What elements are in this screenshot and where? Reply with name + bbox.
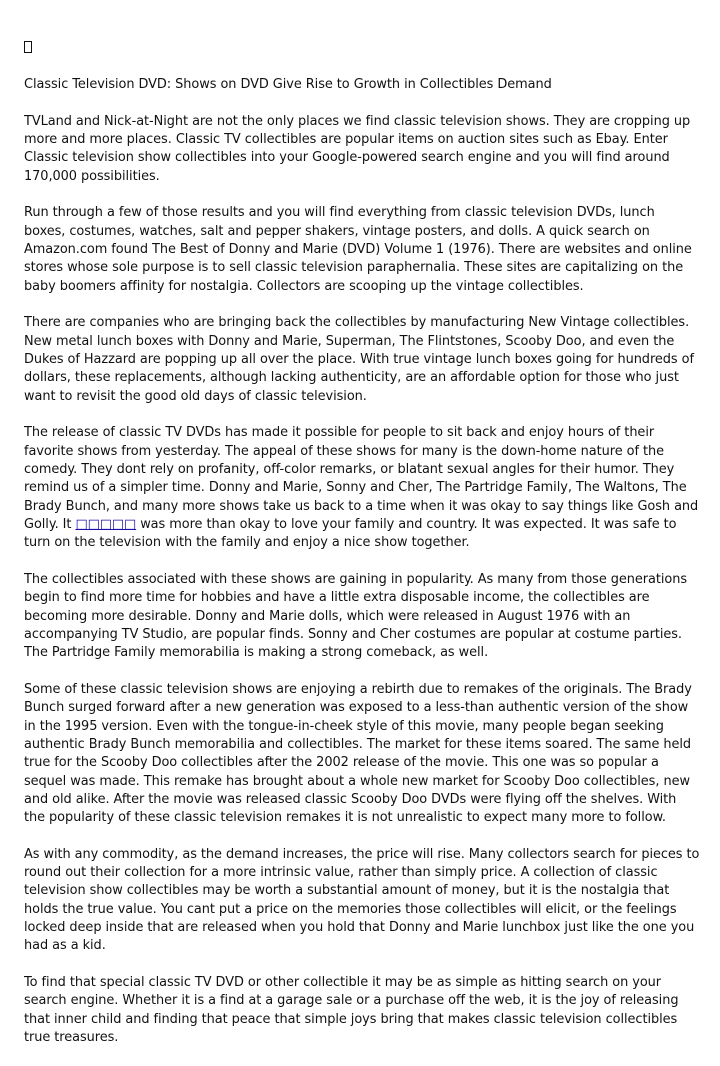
paragraph-4-text-after: was more than okay to love your family and country. It was expected. It was safe to turn on the television with the family and enjoy a nice show together. — [24, 516, 677, 551]
inline-link[interactable]: □□□□□ — [75, 516, 137, 532]
paragraph-4 — [24, 424, 700, 552]
missing-glyph-icon — [24, 40, 700, 58]
paragraph-5: The collectibles associated with these shows are gaining in popularity. As many from those generations begin to find more time for hobbies and have a little extra disposable income, the collectibles are becoming more desirable. Donny and Marie dolls, which were released in August 1976 with an accompanying TV Studio, are popular finds. Sonny and Cher costumes are popular at costume parties. The Partridge Family memorabilia is making a strong comeback, as well. — [24, 572, 688, 661]
paragraph-4-text-before: The release of classic TV DVDs has made it possible for people to sit back and enjoy hours of their favorite shows from yesterday. The appeal of these shows for many is the down-home nature of the comedy. They dont rely on profanity, off-color remarks, or blatant sexual angles for their humor. They remind us of a simpler time. Donny and Marie, Sonny and Cher, The Partridge Family, The Waltons, The Brady Bunch, and many more shows take us back to a time when it was okay to say things like Gosh and Golly. It — [24, 425, 699, 532]
paragraph-1: TVLand and Nick-at-Night are not the only places we find classic television shows. They are cropping up more and more places. Classic TV collectibles are popular items on auction sites such as Ebay. Enter Classic television show collectibles into your Google-powered search engine and you will find around 170,000 possibilities. — [24, 113, 691, 184]
paragraph-3: There are companies who are bringing back the collectibles by manufacturing New Vintage collectibles. New metal lunch boxes with Donny and Marie, Superman, The Flintstones, Scooby Doo, and even the Dukes of Hazzard are popping up all over the place. With true vintage lunch boxes going for hundreds of dollars, these replacements, although lacking authenticity, are an affordable option for those who just want to revisit the good old days of classic television. — [24, 315, 694, 404]
paragraph-8: To find that special classic TV DVD or other collectible it may be as simple as hitting search on your search engine. Whether it is a find at a garage sale or a purchase off the web, it is the joy of releasing that inner child and finding that peace that simple joys bring that makes classic television collectibles true treasures. — [24, 975, 679, 1046]
paragraph-2: Run through a few of those results and you will find everything from classic television DVDs, lunch boxes, costumes, watches, salt and pepper shakers, vintage posters, and dolls. A quick search on Amazon.com found The Best of Donny and Marie (DVD) Volume 1 (1976). There are websites and online stores whose sole purpose is to sell classic television paraphernalia. These sites are capitalizing on the baby boomers affinity for nostalgia. Collectors are scooping up the vintage collectibles. — [24, 205, 692, 294]
document-body — [24, 40, 700, 1066]
paragraph-7: As with any commodity, as the demand increases, the price will rise. Many collectors search for pieces to round out their collection for a more intrinsic value, rather than simply price. A collection of classic television show collectibles may be worth a substantial amount of money, but it is the nostalgia that holds the true value. You cant put a price on the memories those collectibles will elicit, or the feelings locked deep inside that are released when you hold that Donny and Marie lunchbox just like the one you had as a kid. — [24, 846, 700, 954]
paragraph-6: Some of these classic television shows are enjoying a rebirth due to remakes of the originals. The Brady Bunch surged forward after a new generation was exposed to a less-than authentic version of the show in the 1995 version. Even with the tongue-in-cheek style of this movie, many people began seeking authentic Brady Bunch memorabilia and collectibles. The market for these items soared. The same held true for the Scooby Doo collectibles after the 2002 release of the movie. This one was so popular a sequel was made. This remake has brought about a whole new market for Scooby Doo collectibles, new and old alike. After the movie was released classic Scooby Doo DVDs were flying off the shelves. With the popularity of these classic television remakes it is not unrealistic to expect many more to follow. — [24, 682, 692, 826]
document-title: Classic Television DVD: Shows on DVD Give Rise to Growth in Collectibles Demand — [24, 77, 552, 92]
